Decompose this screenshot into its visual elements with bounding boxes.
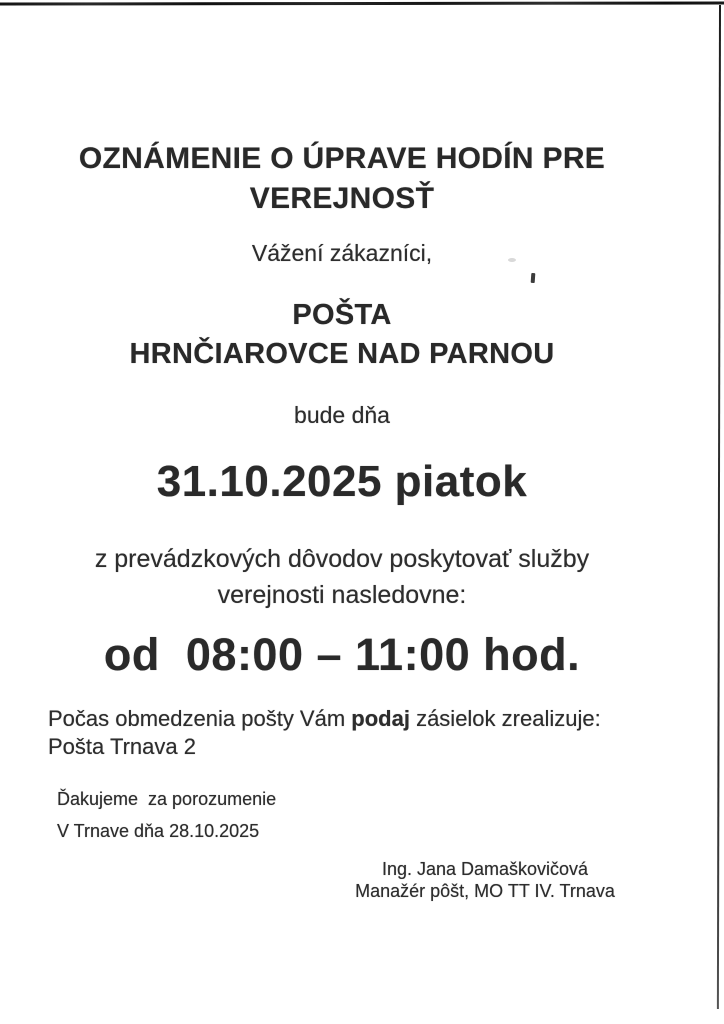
reason-line1: z prevádzkových dôvodov poskytovať služby (94, 545, 590, 573)
signature-role: Manažér pôšt, MO TT IV. Trnava (355, 881, 615, 901)
post-office-name-line1: POŠTA (292, 299, 392, 331)
substitute-office-text (48, 705, 668, 761)
notice-title-line1: OZNÁMENIE O ÚPRAVE HODÍN PRE (78, 142, 606, 175)
substitute-prefix: Počas obmedzenia pošty Vám (48, 706, 352, 731)
signature-name: Ing. Jana Damaškovičová (381, 859, 589, 879)
opening-hours: od 08:00 – 11:00 hod. (103, 629, 581, 680)
post-office-name (22, 296, 662, 374)
substitute-office-name: Pošta Trnava 2 (48, 734, 196, 759)
thanks-text: Ďakujeme za porozumenie (57, 789, 277, 809)
notice-date: 31.10.2025 piatok (156, 457, 528, 506)
notice-title-line2: VEREJNOSŤ (249, 182, 435, 215)
salutation-text: Vážení zákazníci, (251, 240, 433, 266)
substitute-bold-word: podaj (351, 706, 410, 731)
post-office-name-line2: HRNČIAROVCE NAD PARNOU (129, 338, 555, 370)
signature-block (335, 858, 635, 902)
scan-artifact-top-edge-line (0, 1, 724, 5)
substitute-suffix: zásielok zrealizuje: (409, 706, 601, 731)
issued-place-date: V Trnave dňa 28.10.2025 (57, 821, 260, 841)
reason-line2: verejnosti nasledovne: (217, 581, 467, 609)
notice-title (22, 139, 662, 219)
reason-text (22, 541, 662, 613)
scan-artifact-ink-speck (531, 273, 536, 283)
will-be-on-text: bude dňa (294, 402, 390, 428)
scan-artifact-right-edge-line (717, 5, 721, 1009)
